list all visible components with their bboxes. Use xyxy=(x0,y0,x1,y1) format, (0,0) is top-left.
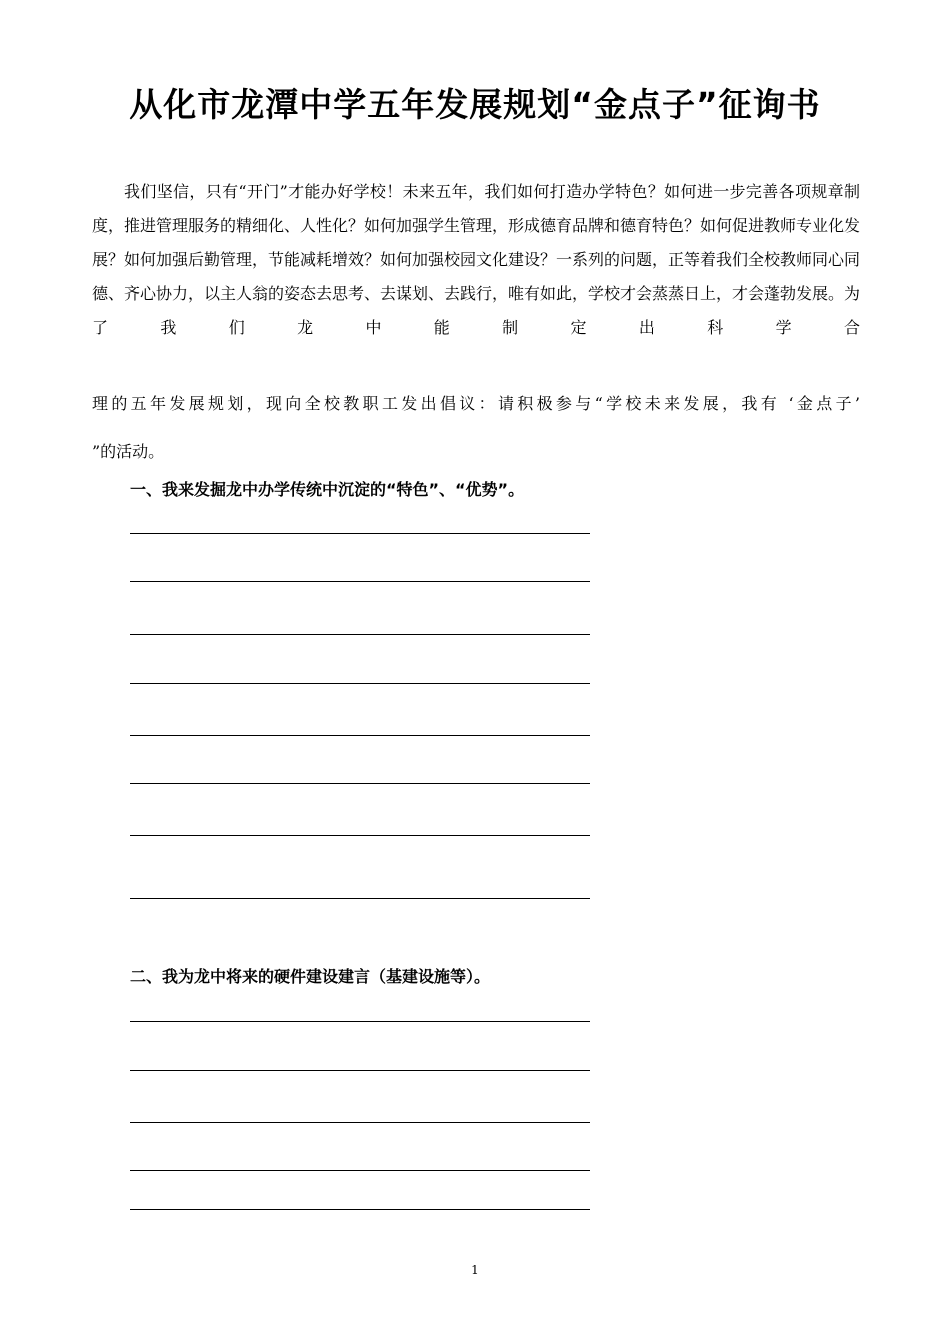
answer-line[interactable] xyxy=(130,835,590,836)
answer-line[interactable] xyxy=(130,1170,590,1171)
page-number: 1 xyxy=(471,1263,479,1277)
intro-paragraph-end: ”的活动。 xyxy=(92,442,165,461)
page-title: 从化市龙潭中学五年发展规划“金点子”征询书 xyxy=(129,85,821,124)
answer-line[interactable] xyxy=(130,1021,590,1022)
answer-line[interactable] xyxy=(130,1070,590,1071)
intro-paragraph-continued: 理的五年发展规划，现向全校教职工发出倡议：请积极参与“学校未来发展，我有 ‘金点子’ xyxy=(92,394,860,413)
answer-line[interactable] xyxy=(130,683,590,684)
section-heading-traditions: 一、我来发掘龙中办学传统中沉淀的“特色”、“优势”。 xyxy=(130,480,525,499)
answer-line[interactable] xyxy=(130,735,590,736)
answer-line[interactable] xyxy=(130,581,590,582)
intro-paragraph: 我们坚信，只有“开门”才能办好学校！未来五年，我们如何打造办学特色？如何进一步完善各项规章制度，推进管理服务的精细化、人性化？如何加强学生管理，形成德育品牌和德育特色？如何促进教师专业化发展？如何加强后勤管理，节能减耗增效？如何加强校园文化建设？一系列的问题，正等着我们全校教师同心同德、齐心协力，以主人翁的姿态去思考、去谋划、去践行，唯有如此，学校才会蒸蒸日上，才会蓬勃发展。为了我们龙中能制定出科学合 xyxy=(92,182,861,337)
answer-line[interactable] xyxy=(130,898,590,899)
answer-line[interactable] xyxy=(130,1122,590,1123)
answer-line[interactable] xyxy=(130,634,590,635)
answer-line[interactable] xyxy=(130,1209,590,1210)
section-heading-hardware: 二、我为龙中将来的硬件建设建言（基建设施等）。 xyxy=(130,967,491,986)
answer-line[interactable] xyxy=(130,533,590,534)
answer-line[interactable] xyxy=(130,783,590,784)
